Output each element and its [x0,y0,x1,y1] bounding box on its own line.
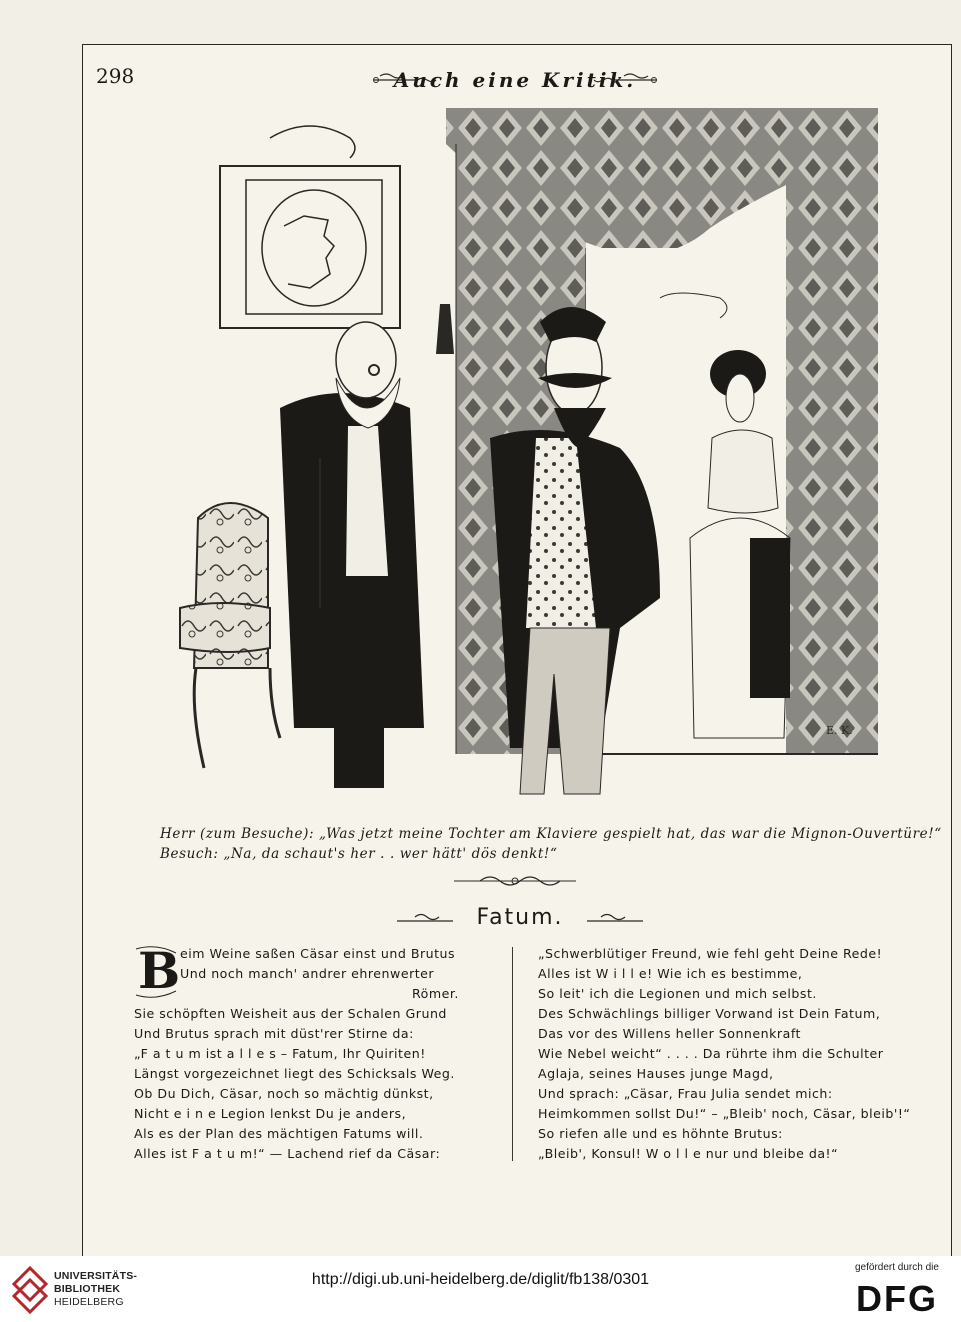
tassel-icon [436,304,454,354]
verse-line-right: „Schwerblütiger Freund, wie fehl geht Deine Rede! [538,946,883,961]
verse-line-left: Nicht e i n e Legion lenkst Du je anders, [134,1106,407,1121]
verse-line-right: Heimkommen sollst Du!“ – „Bleib' noch, Cäsar, bleib'!“ [538,1106,911,1121]
poem-heading [395,905,645,937]
verse-line-left: Als es der Plan des mächtigen Fatums will. [134,1126,424,1141]
verse-line-left: eim Weine saßen Cäsar einst und Brutus [180,946,456,961]
running-title: Auch eine Kritik. [393,68,637,92]
drop-cap-letter: B [138,941,181,1000]
poem-title: Fatum. [476,905,564,930]
verse-line-right: So riefen alle und es höhnte Brutus: [538,1126,783,1141]
verse-line-right: Und sprach: „Cäsar, Frau Julia sendet mich: [538,1086,833,1101]
portrait-frame [220,126,400,328]
artist-signature: E. K. [826,724,853,737]
verse-line-left: Und noch manch' andrer ehrenwerter [180,966,435,981]
running-header [360,68,670,96]
verse-line-right: Aglaja, seines Hauses junge Magd, [538,1066,774,1081]
verse-line-left: Und Brutus sprach mit düst'rer Stirne da: [134,1026,414,1041]
verse-line-left: Längst vorgezeichnet liegt des Schicksals Weg. [134,1066,455,1081]
verse-line-right: Alles ist W i l l e! Wie ich es bestimme, [538,966,803,981]
caption-line: Besuch: „Na, da schaut's her . . wer hätt' dös denkt!“ [160,846,558,862]
verse-line-right: Des Schwächlings billiger Vorwand ist Dein Fatum, [538,1006,881,1021]
library-name-line: BIBLIOTHEK [54,1283,121,1295]
verse-line-right: Das vor des Willens heller Sonnenkraft [538,1026,801,1041]
verse-line-left: Sie schöpften Weisheit aus der Schalen Grund [134,1006,447,1021]
dfg-logo: DFG [856,1278,938,1319]
library-name-line: HEIDELBERG [54,1296,124,1308]
verse-line-left: „F a t u m ist a l l e s – Fatum, Ihr Quiriten! [134,1046,426,1061]
armchair [180,503,280,768]
footer-bar [0,1256,961,1322]
page-number: 298 [96,64,135,88]
divider-ornament-icon [450,873,580,889]
bearded-man-figure [280,322,424,788]
verse-line-right: Wie Nebel weicht“ . . . . Da rührte ihm die Schulter [538,1046,884,1061]
caption-line: Herr (zum Besuche): „Was jetzt meine Tochter am Klaviere gespielt hat, das war die Mignon-Ouvertüre!“ [160,826,942,842]
verse-line-right: So leit' ich die Legionen und mich selbst. [538,986,817,1001]
verse-line-left: Alles ist F a t u m!“ — Lachend rief da Cäsar: [134,1146,441,1161]
column-divider [512,947,513,1161]
source-url-link[interactable]: http://digi.ub.uni-heidelberg.de/diglit/fb138/0301 [311,1271,650,1288]
verse-line-right: „Bleib', Konsul! W o l l e nur und bleibe da!“ [538,1146,839,1161]
sponsor-note: gefördert durch die [855,1262,939,1273]
library-name-line: UNIVERSITÄTS- [54,1270,138,1282]
drop-cap [134,941,181,1000]
verse-line-left: Römer. [412,986,459,1001]
verse-line-left: Ob Du Dich, Cäsar, noch so mächtig dünkst, [134,1086,434,1101]
cartoon-illustration [150,108,880,798]
